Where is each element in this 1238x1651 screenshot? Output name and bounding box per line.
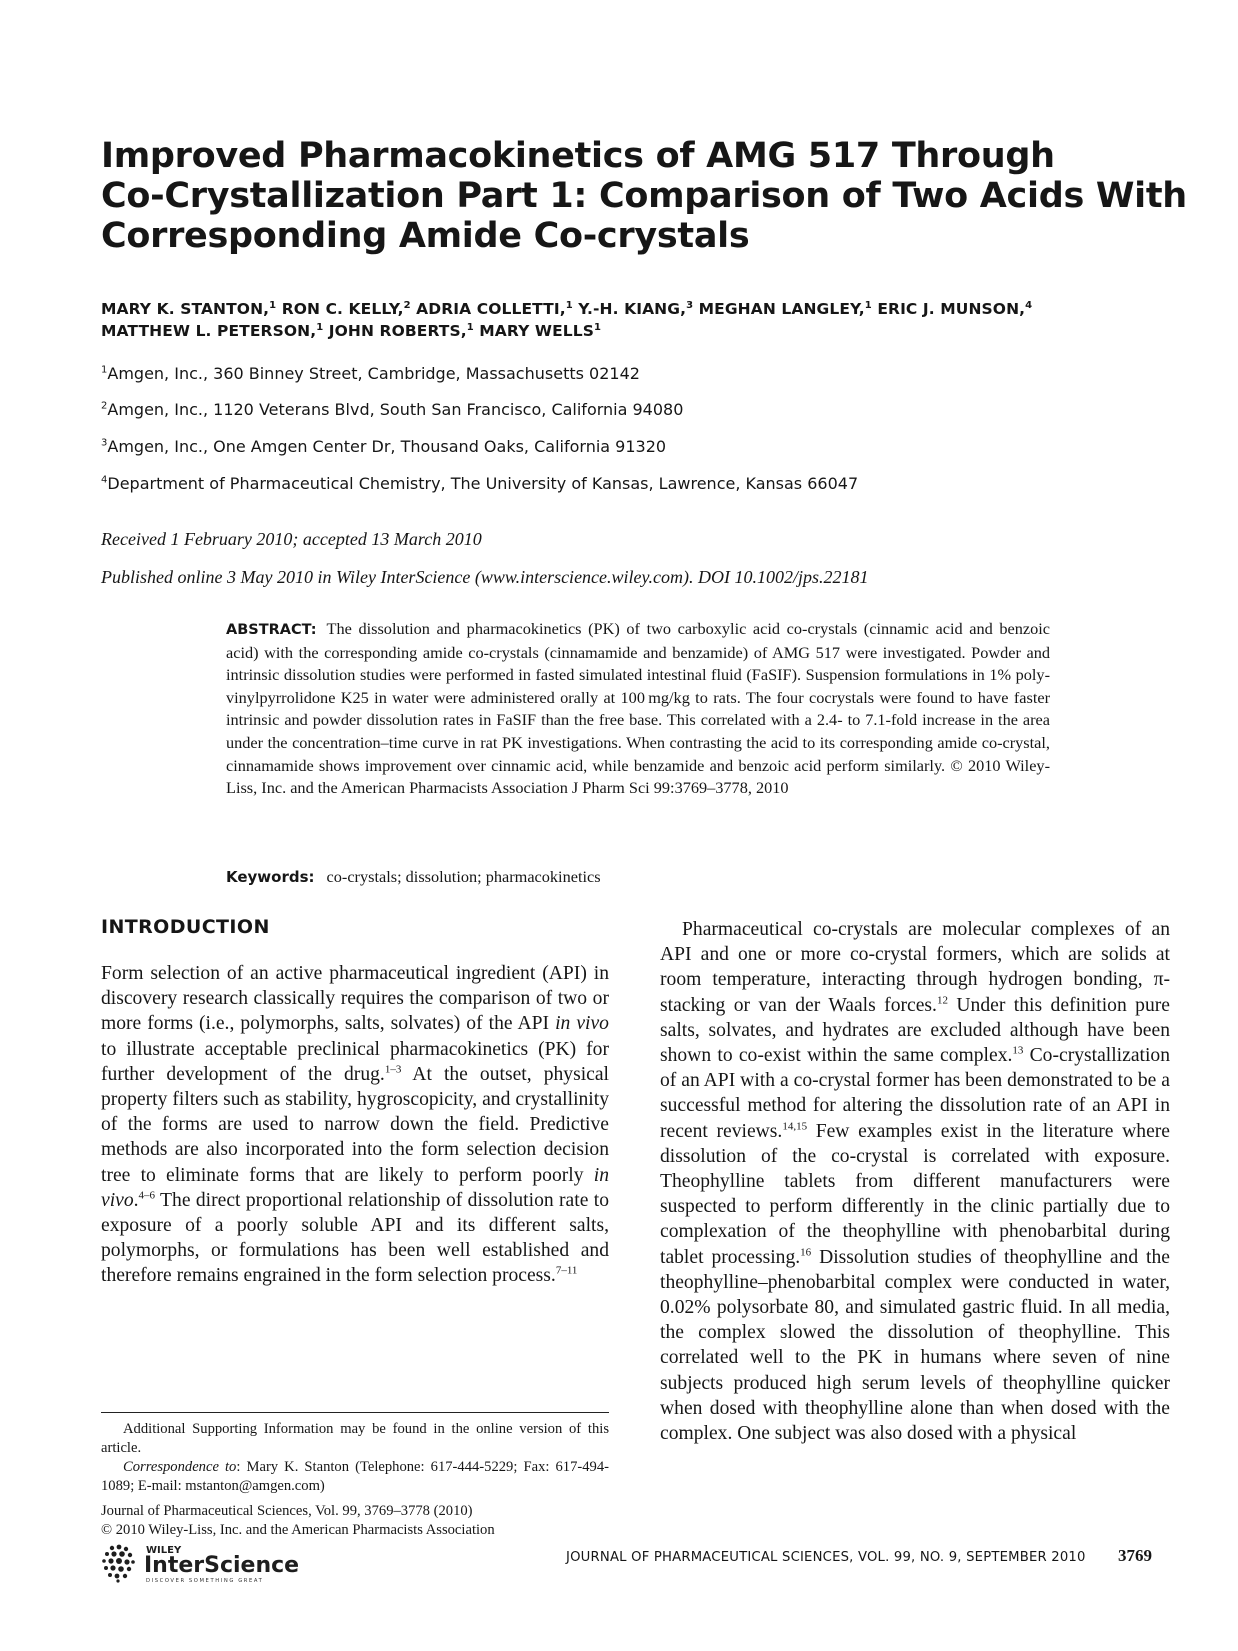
reference-mark: 12 [936,994,948,1007]
author-affiliation-mark: 3 [686,299,694,311]
author-affiliation-mark: 1 [864,299,872,311]
page-number: 3769 [1118,1546,1152,1565]
paragraph-text: Form selection of an active pharmaceutical ingredient (API) in discovery research classically requires the comparison of two or more forms (i.e., polymorphs, salts, solvates) of the API [101,963,609,1035]
paragraph-text: Co-crystallization of an API with a co-crystal former has been demonstrated to be a successful method for altering the dissolution rate of an API in recent reviews. [660,1045,1170,1142]
affiliation-3 [101,437,1101,456]
affiliation-text: Amgen, Inc., One Amgen Center Dr, Thousand Oaks, California 91320 [107,437,667,456]
author-affiliation-mark: 1 [316,321,324,333]
author-name: ERIC J. MUNSON, [871,300,1026,318]
italic-text: in vivo [101,1164,609,1211]
author-affiliation-mark: 1 [565,299,573,311]
author-name: Y.-H. KIANG, [572,300,687,318]
abstract-text: The dissolution and pharmacokinetics (PK) of two carboxylic acid co-crystals (cinnamic acid and benzoic acid) with the corresponding amide co-crystals (cinnamamide and benzamide) of AMG 517 were investigated. Powder and intrinsic dissolution studies were performed in fasted simulated intestinal fluid (FaSIF). Suspension formulations in 1% polyvinylpyrrolidone K25 in water were administered orally at 100 mg/kg to rats. The four cocrystals were found to have faster intrinsic and powder dissolution rates in FaSIF than the free base. This correlated with a 2.4- to 7.1-fold increase in the area under the concentration–time curve in rat PK investigations. When contrasting the acid to its corresponding amide co-crystal, cinnamamide shows improvement over cinnamic acid, while benzamide and benzoic acid perform similarly. © 2010 Wiley-Liss, Inc. and the American Pharmacists Association J Pharm Sci 99:3769–3778, 2010 [226,619,1050,798]
correspondence-text: : Mary K. Stanton (Telephone: 617-444-5229; Fax: 617-494-1089; E-mail: mstanton@amgen.com) [101,1459,609,1494]
received-date: Received 1 February 2010; accepted 13 March 2010 [101,529,482,549]
paragraph-text: At the outset, physical property filters such as stability, hygroscopicity, and crystallinity of the forms are used to narrow down the field. Predictive methods are also incorporated into the form selection decision tree to eliminate forms that are likely to perform poorly [101,1063,609,1186]
reference-mark: 4–6 [138,1189,156,1202]
affiliation-2 [101,400,1101,419]
affiliation-mark: 1 [101,364,108,376]
correspondence-note [101,1458,609,1496]
globe-icon [102,1545,135,1583]
paragraph-text: Under this definition pure salts, solvates, and hydrates are excluded although have been shown to co-exist within the same complex. [660,994,1171,1067]
article-title [101,136,1187,256]
reference-mark: 16 [800,1246,812,1259]
section-heading: INTRODUCTION [101,916,270,938]
affiliation-mark: 2 [101,400,108,412]
keywords-text: co-crystals; dissolution; pharmacokinetics [326,867,601,886]
author-line-1 [101,298,1141,320]
footnotes [101,1420,609,1540]
paragraph-text: to illustrate acceptable preclinical pharmacokinetics (PK) for further development of the drug. [101,1038,609,1085]
logo-wiley-text: WILEY [146,1545,182,1556]
logo-interscience-text: InterScience [144,1553,300,1578]
author-name: MATTHEW L. PETERSON, [101,322,317,340]
paragraph-text: Few examples exist in the literature where dissolution of the co-crystal is correlated with exposure. Theophylline tablets from different manufacturers were suspected to perform differently in the clinic partially due to complexation of the theophylline with phenobarbital during tablet processing. [660,1120,1170,1268]
affiliation-mark: 4 [101,474,108,486]
title-line-1: Improved Pharmacokinetics of AMG 517 Through [101,136,1055,176]
author-name: MARY K. STANTON, [101,300,270,318]
affiliation-4 [101,474,1101,493]
reference-mark: 1–3 [384,1063,402,1076]
footnote-divider [101,1412,609,1413]
author-name: ADRIA COLLETTI, [410,300,566,318]
logo-tagline: DISCOVER SOMETHING GREAT [146,1578,264,1584]
journal-citation: Journal of Pharmaceutical Sciences, Vol. 99, 3769–3778 (2010) [101,1503,473,1519]
keywords-label: Keywords: [226,868,315,886]
intro-paragraph-2 [660,917,1170,1446]
supporting-info-note: Additional Supporting Information may be found in the online version of this article. [101,1421,609,1456]
paragraph-text: Pharmaceutical co-crystals are molecular complexes of an API and one or more co-crystal formers, which are solids at room temperature, interacting through hydrogen bonding, π-stacking or van der Waals forces. [660,919,1170,1016]
author-affiliation-mark: 1 [594,321,602,333]
affiliation-text: Amgen, Inc., 1120 Veterans Blvd, South San Francisco, California 94080 [107,400,684,419]
author-name: JOHN ROBERTS, [323,322,467,340]
affiliation-mark: 3 [101,437,108,449]
published-online: Published online 3 May 2010 in Wiley InterScience (www.interscience.wiley.com). DOI 10.1002/jps.22181 [101,567,869,587]
author-name: MARY WELLS [473,322,595,340]
author-name: RON C. KELLY, [276,300,404,318]
author-line-2 [101,320,1141,342]
affiliation-text: Amgen, Inc., 360 Binney Street, Cambridge, Massachusetts 02142 [107,364,640,383]
affiliation-1 [101,364,1101,383]
keywords [226,867,601,887]
correspondence-label: Correspondence to [123,1459,237,1475]
paragraph-text: The direct proportional relationship of dissolution rate to exposure of a poorly soluble API and its different salts, polymorphs, or formulations has been well established and therefore remains engrained in the form selection process. [101,1189,609,1287]
paragraph-text: Dissolution studies of theophylline and the theophylline–phenobarbital complex were conducted in water, 0.02% polysorbate 80, and simulated gastric fluid. In all media, the complex slowed the dissolution of theophylline. This correlated well to the PK in humans where seven of nine subjects produced high serum levels of theophylline quicker when dosed with theophylline alone than when dosed with the complex. One subject was also dosed with a physical [660,1246,1170,1445]
reference-mark: 7–11 [555,1264,578,1277]
author-name: MEGHAN LANGLEY, [693,300,865,318]
affiliation-text: Department of Pharmaceutical Chemistry, The University of Kansas, Lawrence, Kansas 66047 [107,474,859,493]
abstract-label: ABSTRACT: [226,622,317,638]
running-footer: JOURNAL OF PHARMACEUTICAL SCIENCES, VOL. 99, NO. 9, SEPTEMBER 2010 [566,1550,1086,1565]
reference-mark: 13 [1012,1044,1024,1057]
reference-mark: 14,15 [782,1120,808,1133]
abstract [226,618,1050,800]
paragraph-text: . [133,1189,139,1211]
author-list [101,298,1141,342]
title-line-3: Corresponding Amide Co-crystals [101,216,750,256]
copyright-note: © 2010 Wiley-Liss, Inc. and the American Pharmacists Association [101,1522,495,1538]
title-line-2: Co-Crystallization Part 1: Comparison of Two Acids With [101,176,1187,216]
intro-paragraph-1 [101,961,609,1289]
author-affiliation-mark: 1 [466,321,474,333]
author-affiliation-mark: 1 [269,299,277,311]
italic-text: in vivo [555,1013,609,1035]
author-affiliation-mark: 2 [403,299,411,311]
wiley-interscience-logo [100,1542,340,1584]
author-affiliation-mark: 4 [1025,299,1033,311]
